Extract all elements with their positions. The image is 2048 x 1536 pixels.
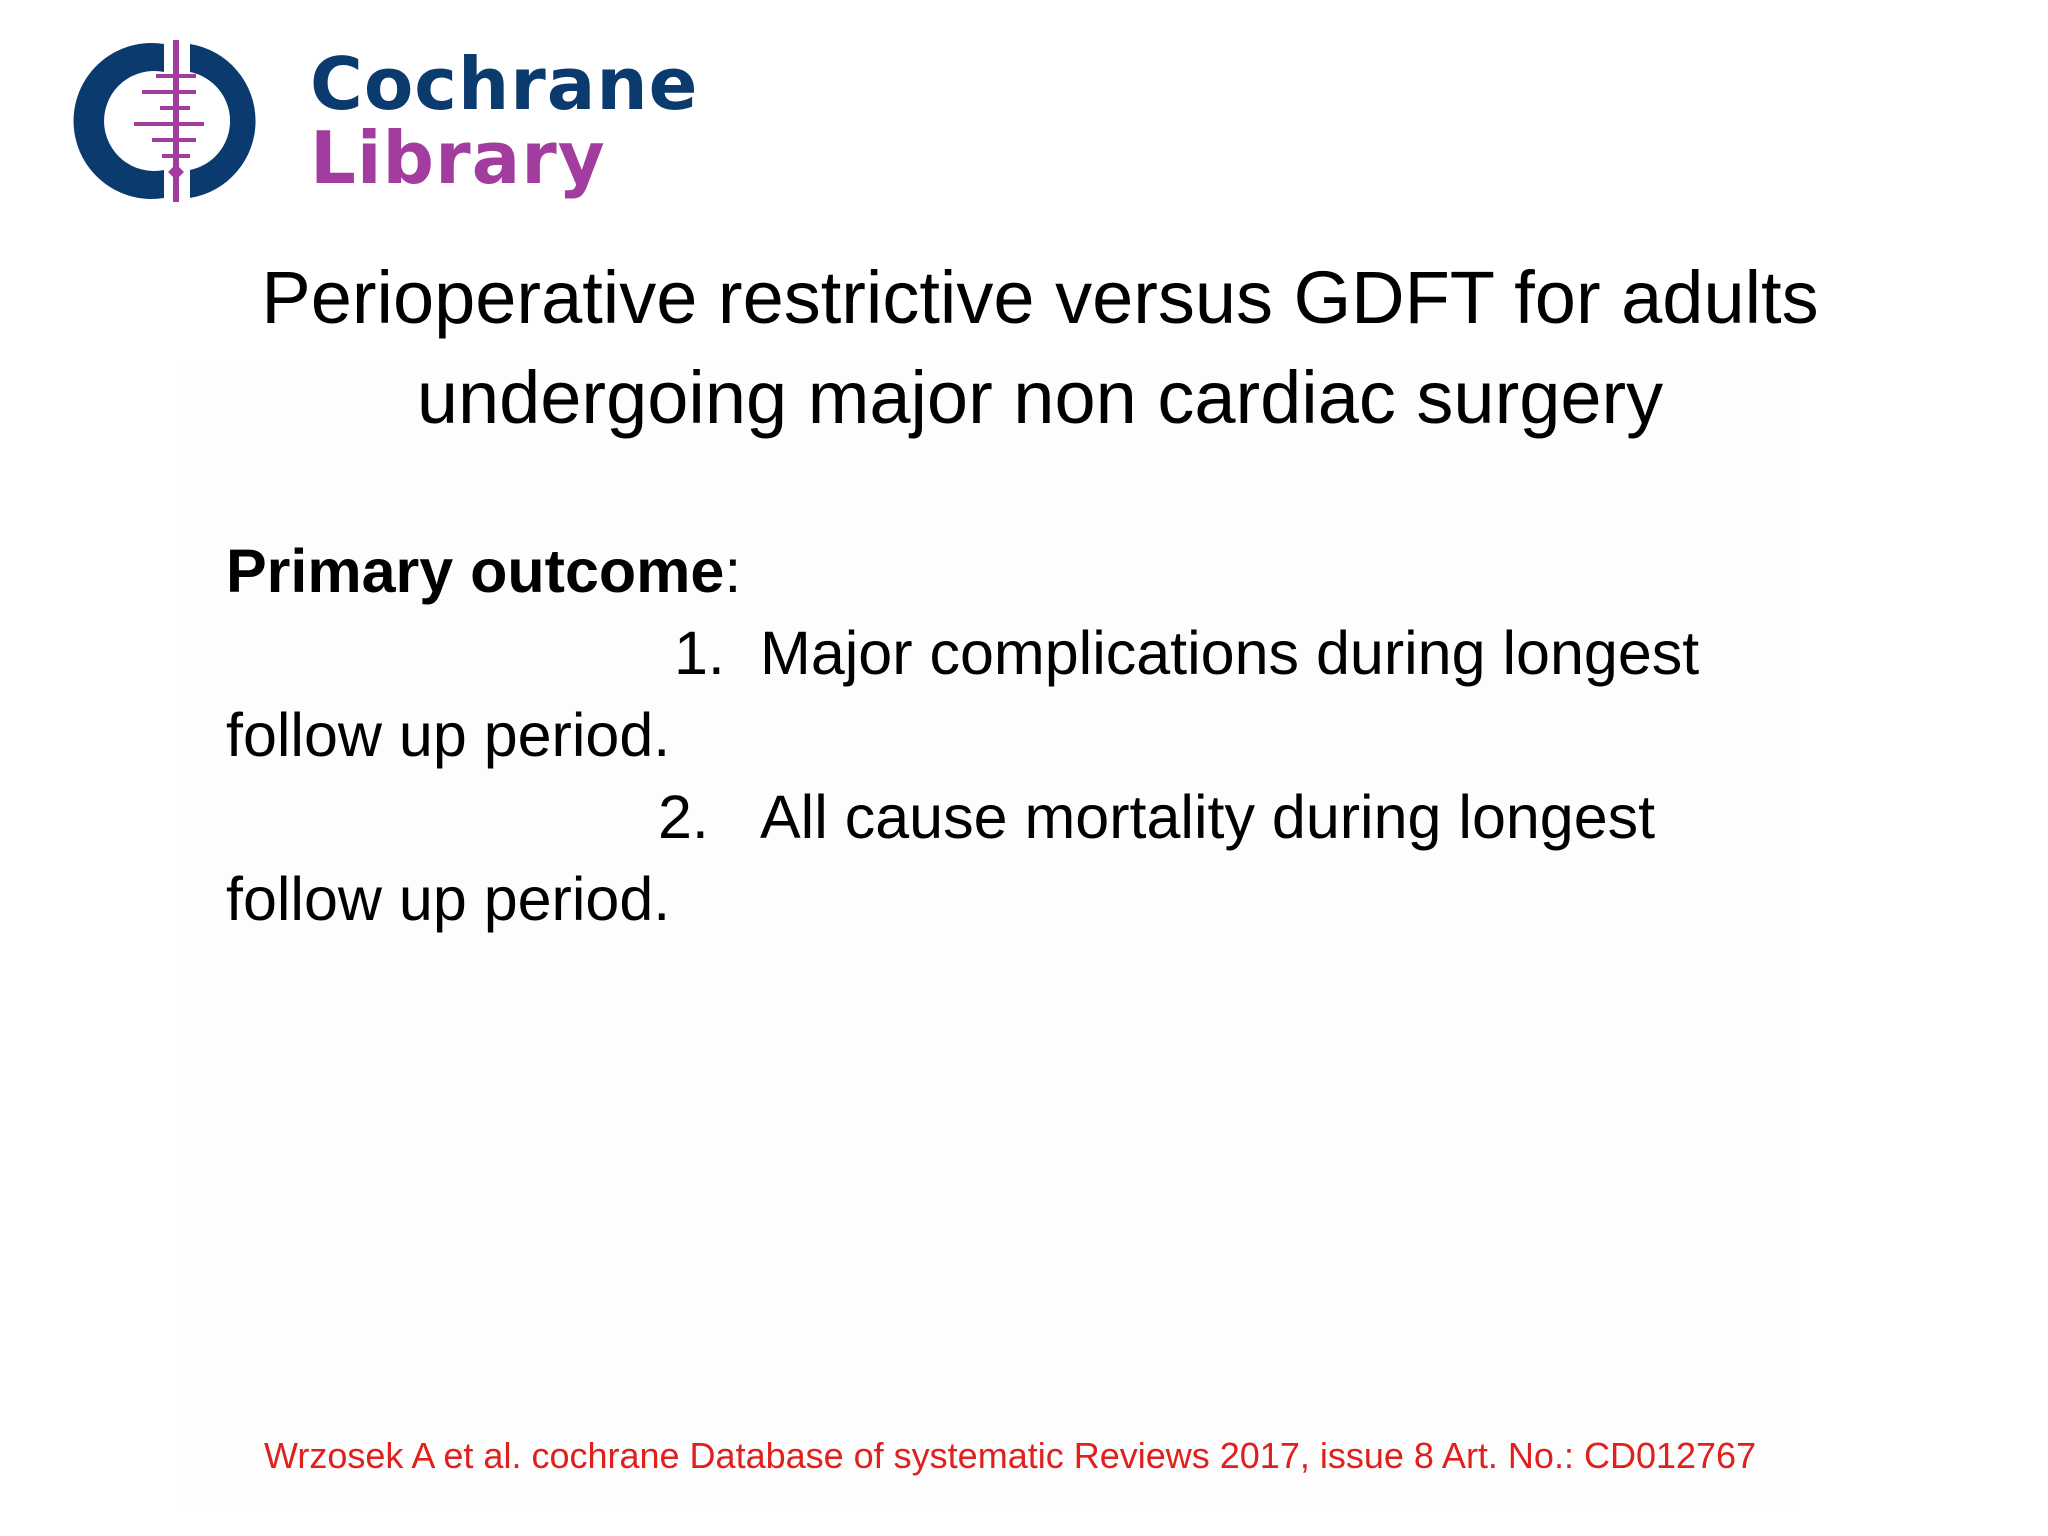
outcomes-section bbox=[226, 530, 1786, 940]
title-line-2: undergoing major non cardiac surgery bbox=[416, 356, 1664, 439]
logo-word-library: Library bbox=[310, 116, 606, 200]
cochrane-logo-icon bbox=[72, 38, 282, 204]
slide-title bbox=[180, 248, 1900, 448]
outcome-item-text: Major complications during longest bbox=[760, 619, 1700, 687]
cochrane-library-logo bbox=[72, 38, 712, 208]
outcomes-heading-colon: : bbox=[724, 537, 742, 605]
outcome-item-2-continuation: follow up period. bbox=[226, 865, 671, 933]
outcome-item-2 bbox=[226, 776, 1786, 858]
outcome-item-text: All cause mortality during longest bbox=[760, 783, 1656, 851]
outcome-item-number: 1. bbox=[674, 619, 725, 687]
outcomes-heading bbox=[226, 530, 1786, 612]
outcome-item-number: 2. bbox=[658, 783, 709, 851]
outcomes-heading-label: Primary outcome bbox=[226, 537, 725, 605]
title-line-1: Perioperative restrictive versus GDFT for adults bbox=[261, 256, 1819, 339]
outcome-item-1 bbox=[226, 612, 1786, 694]
logo-word-cochrane: Cochrane bbox=[310, 42, 699, 126]
citation-footer: Wrzosek A et al. cochrane Database of systematic Reviews 2017, issue 8 Art. No.: CD012767 bbox=[264, 1435, 1757, 1476]
outcome-item-1-continuation: follow up period. bbox=[226, 701, 671, 769]
